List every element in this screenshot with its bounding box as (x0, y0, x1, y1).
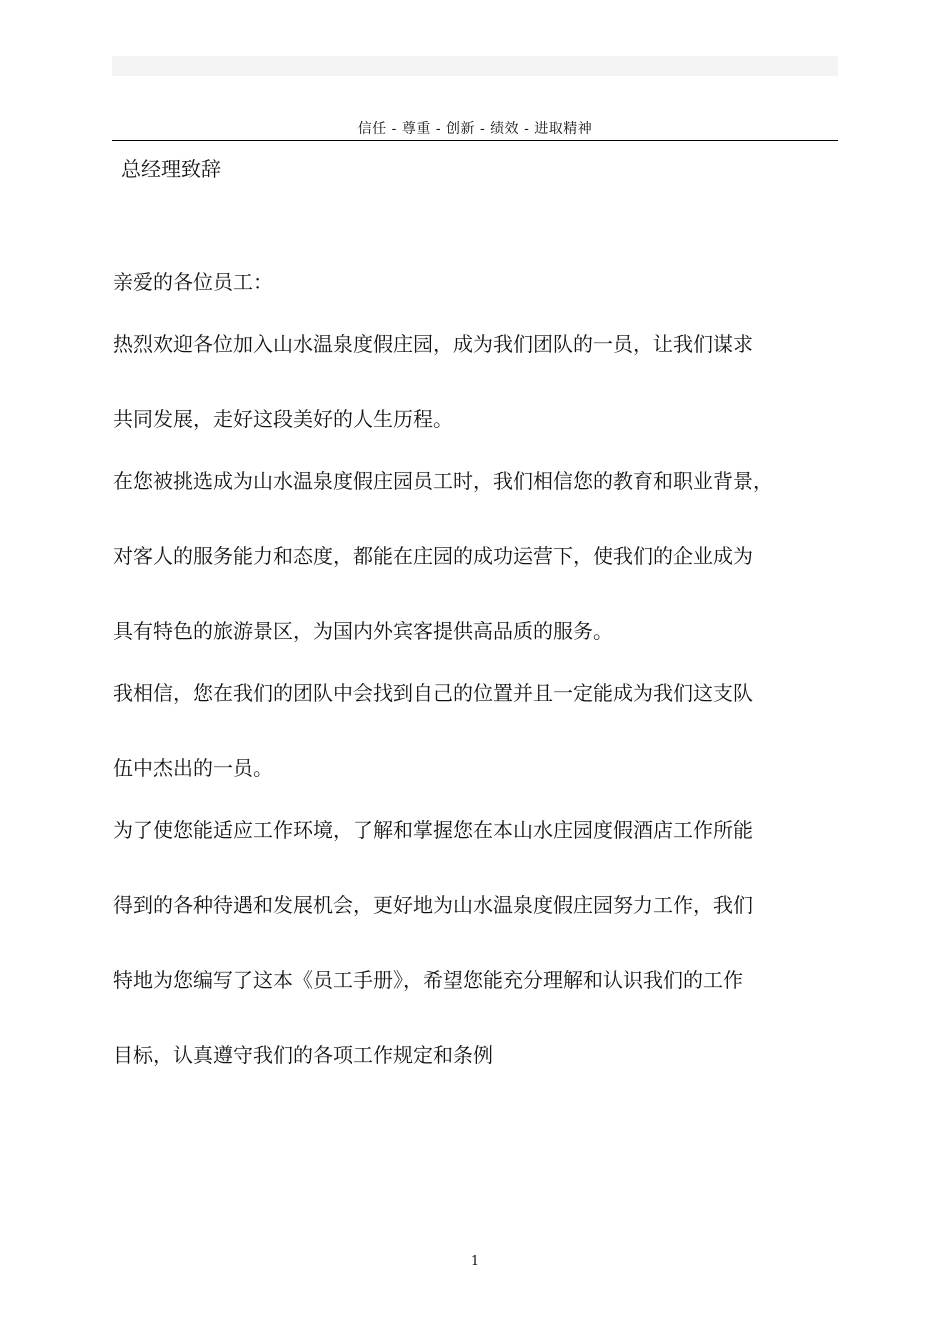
salutation: 亲爱的各位员工： (113, 270, 273, 294)
body-line: 对客人的服务能力和态度，都能在庄园的成功运营下，使我们的企业成为 (113, 544, 753, 568)
body-line: 为了使您能适应工作环境，了解和掌握您在本山水庄园度假酒店工作所能 (113, 818, 753, 842)
body-line: 我相信，您在我们的团队中会找到自己的位置并且一定能成为我们这支队 (113, 681, 753, 705)
body-line: 得到的各种待遇和发展机会，更好地为山水温泉度假庄园努力工作，我们 (113, 893, 753, 917)
body-line: 特地为您编写了这本《员工手册》，希望您能充分理解和认识我们的工作 (113, 968, 743, 992)
body-line: 在您被挑选成为山水温泉度假庄园员工时，我们相信您的教育和职业背景， (113, 469, 773, 493)
header-divider (112, 140, 838, 141)
body-line: 伍中杰出的一员。 (113, 756, 273, 780)
body-line: 热烈欢迎各位加入山水温泉度假庄园，成为我们团队的一员，让我们谋求 (113, 332, 753, 356)
header-band (112, 56, 838, 76)
body-line: 共同发展，走好这段美好的人生历程。 (113, 407, 453, 431)
page-title: 总经理致辞 (121, 157, 221, 181)
body-line: 具有特色的旅游景区，为国内外宾客提供高品质的服务。 (113, 619, 613, 643)
page-number: 1 (470, 1254, 480, 1269)
header-motto: 信任 - 尊重 - 创新 - 绩效 - 进取精神 (357, 121, 593, 137)
body-line: 目标，认真遵守我们的各项工作规定和条例 (113, 1043, 493, 1067)
